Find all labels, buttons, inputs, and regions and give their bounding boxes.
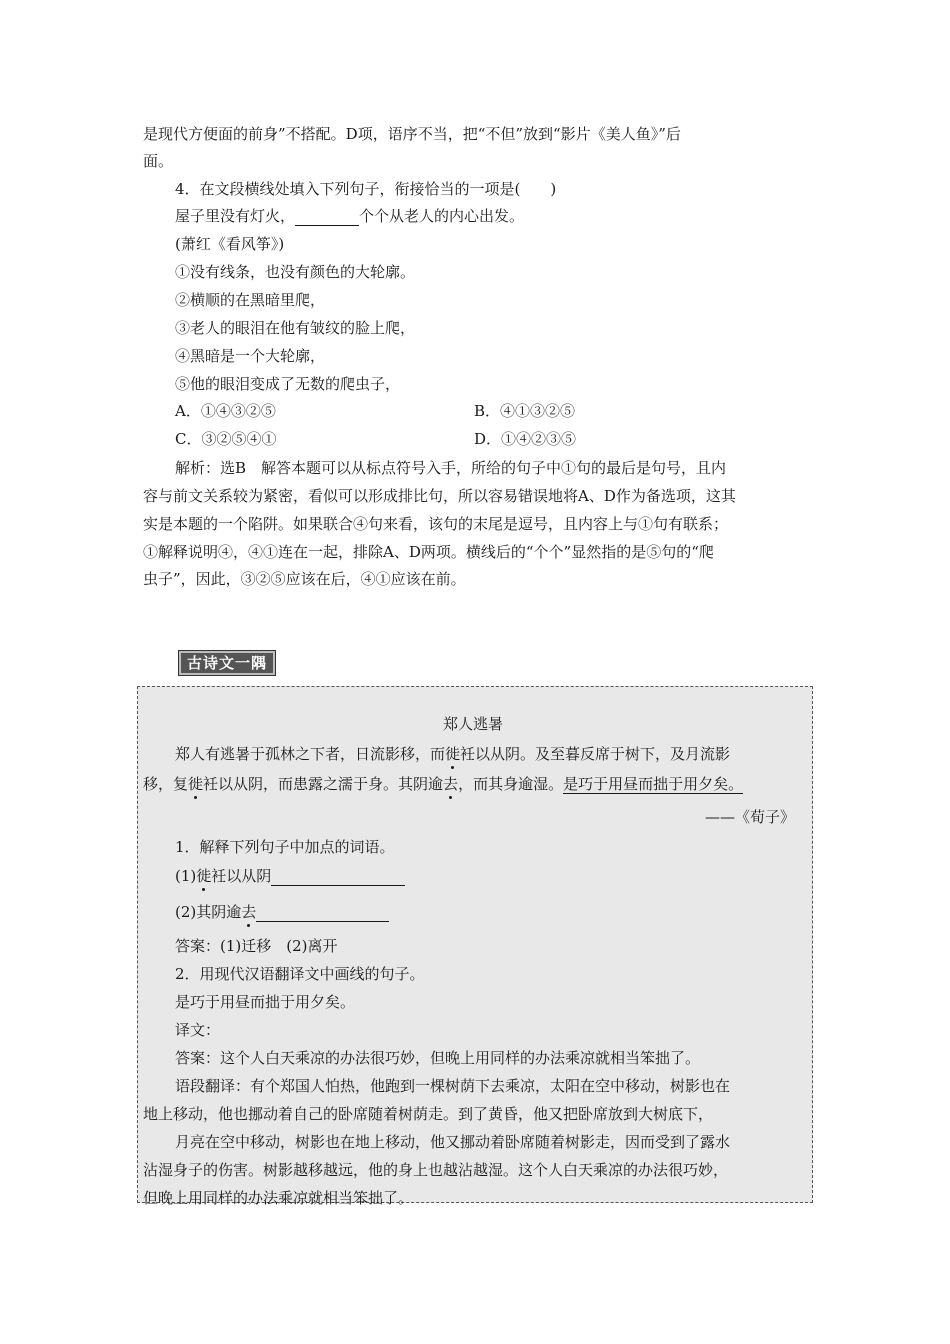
question-2-sentence: 是巧于用昼而拙于用夕矣。 [175, 993, 356, 1011]
text-segment: (2)其阴逾 [175, 903, 242, 921]
option-d: D．①④②③⑤ [474, 430, 577, 448]
text-segment: 衽以从阴，而患露之濡于身。其阴逾 [203, 775, 444, 793]
passage-line [175, 206, 524, 226]
analysis-line: 虫子”，因此，③②⑤应该在后，④①应该在前。 [143, 570, 466, 588]
translation-label: 译文： [175, 1021, 221, 1039]
answer-blank [271, 871, 405, 886]
underlined-sentence: 是巧于用昼而拙于用夕矣。 [563, 775, 744, 793]
classical-title: 郑人逃暑 [443, 715, 504, 733]
text-segment: 衽以从阴 [211, 867, 272, 885]
analysis-line: ①解释说明④，④①连在一起，排除A、D两项。横线后的“个个”显然指的是⑤句的“爬 [143, 543, 714, 561]
sentence-item: ②横顺的在黑暗里爬， [175, 291, 326, 309]
sentence-item: ⑤他的眼泪变成了无数的爬虫子， [175, 375, 401, 393]
option-b: B．④①③②⑤ [474, 402, 576, 420]
passage-source: (萧红《看风筝》) [175, 235, 285, 253]
answer-blank [256, 907, 389, 922]
question-1-item-2 [175, 902, 389, 922]
analysis-line: 容与前文关系较为紧密，看似可以形成排比句，所以容易错误地将A、D作为备选项，这其 [143, 487, 736, 505]
option-a: A．①④③②⑤ [175, 402, 276, 420]
translation-line: 但晚上用同样的办法乘凉就相当笨拙了。 [143, 1189, 414, 1207]
question-2-answer: 答案：这个人白天乘凉的办法很巧妙，但晚上用同样的办法乘凉就相当笨拙了。 [175, 1049, 701, 1067]
dotted-word: 徙 [445, 745, 461, 763]
option-c: C．③②⑤④① [175, 430, 277, 448]
text-segment: (1) [175, 867, 197, 885]
text-segment: ，而其身逾湿。 [458, 775, 564, 793]
question-1-answer: 答案：(1)迁移 (2)离开 [175, 937, 338, 955]
section-tag: 古诗文一隅 [178, 650, 276, 676]
passage-after: 个个从老人的内心出发。 [359, 207, 525, 225]
classical-text-line [175, 744, 730, 764]
dotted-word: 徙 [188, 775, 204, 793]
analysis-line: 解析：选B 解答本题可以从标点符号入手，所给的句子中①句的最后是句号，且内 [175, 459, 727, 477]
classical-text-line [143, 774, 743, 794]
passage-before: 屋子里没有灯火， [175, 207, 296, 225]
paragraph-line: 面。 [143, 152, 174, 170]
translation-line: 沾湿身子的伤害。树影越移越远，他的身上也越沾越湿。这个人白天乘凉的办法很巧妙， [143, 1161, 729, 1179]
dotted-word: 去 [241, 903, 257, 921]
question-1-item-1 [175, 866, 405, 886]
fill-blank [295, 211, 359, 226]
translation-line: 语段翻译：有个郑国人怕热，他跑到一棵树荫下去乘凉，太阳在空中移动，树影也在 [175, 1077, 731, 1095]
question-1: 1．解释下列句子中加点的词语。 [175, 838, 395, 856]
text-segment: 移，复 [143, 775, 189, 793]
translation-line: 月亮在空中移动，树影也在地上移动，他又挪动着卧席随着树影走，因而受到了露水 [175, 1133, 731, 1151]
question-2: 2．用现代汉语翻译文中画线的句子。 [175, 965, 425, 983]
text-segment: 衽以从阴。及至暮反席于树下，及月流影 [460, 745, 731, 763]
text-segment: 郑人有逃暑于孤林之下者，日流影移，而 [175, 745, 446, 763]
dotted-word: 去 [443, 775, 459, 793]
translation-line: 地上移动，他也挪动着自己的卧席随着树荫走。到了黄昏，他又把卧席放到大树底下， [143, 1105, 714, 1123]
sentence-item: ③老人的眼泪在他有皱纹的脸上爬， [175, 319, 416, 337]
sentence-item: ④黑暗是一个大轮廓， [175, 347, 326, 365]
paragraph-line: 是现代方便面的前身”不搭配。D项，语序不当，把“不但”放到“影片《美人鱼》”后 [143, 125, 681, 143]
dotted-word: 徙 [196, 867, 212, 885]
question-stem: 4．在文段横线处填入下列句子，衔接恰当的一项是( ) [175, 180, 557, 198]
sentence-item: ①没有线条，也没有颜色的大轮廓。 [175, 263, 416, 281]
analysis-line: 实是本题的一个陷阱。如果联合④句来看，该句的末尾是逗号，且内容上与①句有联系； [143, 515, 729, 533]
classical-source: ——《荀子》 [705, 808, 796, 826]
